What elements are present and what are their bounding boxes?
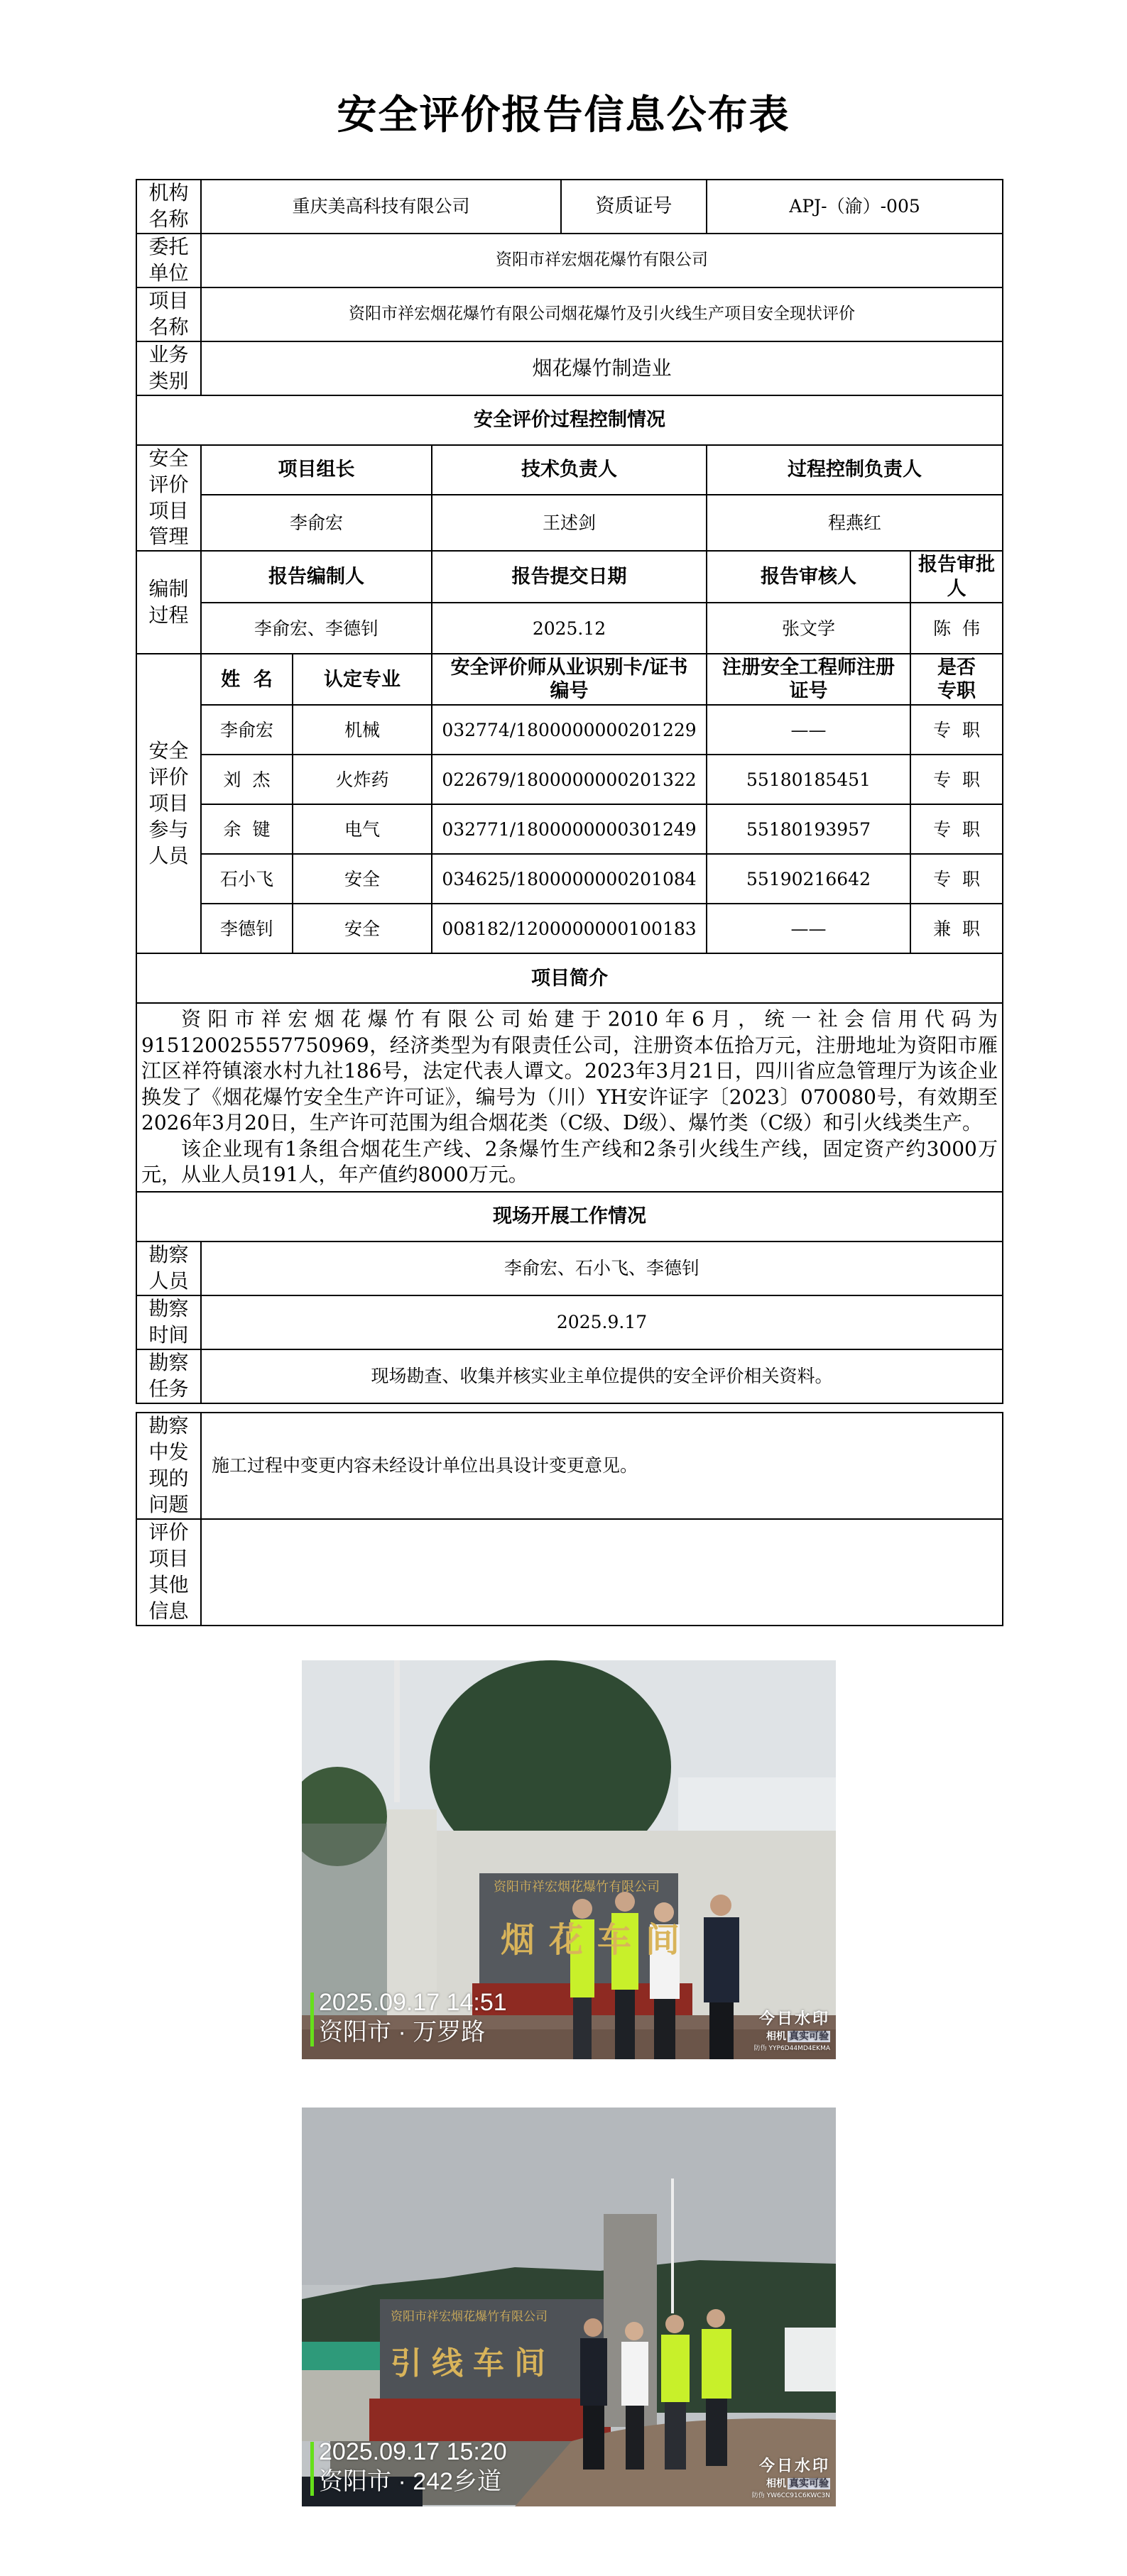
photo-timestamp-overlay <box>319 1988 507 2048</box>
person-reg: 55180185451 <box>707 755 910 804</box>
person-specialty: 火炸药 <box>293 755 432 804</box>
person-fulltime: 专 职 <box>910 804 1003 854</box>
compile-header: 报告审核人 <box>707 551 910 603</box>
mgmt-value: 程燕红 <box>707 495 1003 551</box>
intro-heading: 项目简介 <box>136 953 1003 1003</box>
person-cert: 008182/1200000000100183 <box>432 904 707 953</box>
business-value: 烟花爆竹制造业 <box>201 341 1003 395</box>
time-value: 2025.9.17 <box>201 1295 1003 1349</box>
person-figure <box>611 1892 638 2059</box>
photo-timestamp-overlay <box>319 2438 507 2497</box>
person-name: 余 键 <box>201 804 293 854</box>
fieldwork-heading: 现场开展工作情况 <box>136 1192 1003 1242</box>
photo-location: 资阳市 · 万罗路 <box>319 2019 486 2046</box>
personnel-header: 认定专业 <box>293 654 432 705</box>
other-label: 评价项目其他信息 <box>136 1519 201 1626</box>
page-title: 安全评价报告信息公布表 <box>337 92 790 138</box>
timestamp-bar <box>310 1993 314 2046</box>
person-name: 刘 杰 <box>201 755 293 804</box>
compile-header: 报告编制人 <box>201 551 432 603</box>
person-cert: 032771/1800000000301249 <box>432 804 707 854</box>
person-figure <box>580 2318 607 2470</box>
staff-value: 李俞宏、石小飞、李德钊 <box>201 1242 1003 1295</box>
person-cert: 032774/1800000000201229 <box>432 705 707 755</box>
watermark-verified: 真实可验 <box>789 2478 829 2489</box>
photo-watermark <box>752 2454 830 2499</box>
issues-value: 施工过程中变更内容未经设计单位出具设计变更意见。 <box>201 1413 1003 1519</box>
time-label: 勘察时间 <box>136 1295 201 1349</box>
person-fulltime: 专 职 <box>910 755 1003 804</box>
compile-value: 李俞宏、李德钊 <box>201 603 432 654</box>
person-fulltime: 专 职 <box>910 705 1003 755</box>
person-specialty: 电气 <box>293 804 432 854</box>
person-reg: 55190216642 <box>707 854 910 904</box>
person-reg: —— <box>707 705 910 755</box>
task-value: 现场勘查、收集并核实业主单位提供的安全评价相关资料。 <box>201 1349 1003 1403</box>
task-label: 勘察任务 <box>136 1349 201 1403</box>
mgmt-header: 技术负责人 <box>432 445 707 495</box>
personnel-header: 安全评价师从业识别卡/证书编号 <box>432 654 707 705</box>
person-cert: 022679/1800000000201322 <box>432 755 707 804</box>
person-cert: 034625/1800000000201084 <box>432 854 707 904</box>
table-row <box>136 854 1003 904</box>
watermark-code: 防伪 YYP6D44MD4EKMA <box>753 2045 830 2052</box>
person-specialty: 安全 <box>293 854 432 904</box>
compile-value: 陈 伟 <box>910 603 1003 654</box>
project-label: 项目名称 <box>136 287 201 341</box>
sign-title-text: 引线车间 <box>391 2345 555 2382</box>
photo-location: 资阳市 · 242乡道 <box>319 2468 501 2495</box>
intro-paragraph: 资阳市祥宏烟花爆竹有限公司始建于2010年6月，统一社会信用代码为915120025557750969，经济类型为有限责任公司，注册资本伍拾万元，注册地址为资阳市雁江区祥符镇滚水村九社186号，法定代表人谭文。2023年3月21日，四川省应急管理厅为该企业换发了《烟花爆竹安全生产许可证》，编号为（川）YH安许证字〔2023〕070080号，有效期至2026年3月20日，生产许可范围为组合烟花类（C级、D级）、爆竹类（C级）和引火线类生产。 <box>141 1007 998 1135</box>
project-value: 资阳市祥宏烟花爆竹有限公司烟花爆竹及引火线生产项目安全现状评价 <box>201 287 1003 341</box>
mgmt-label: 安全评价项目管理 <box>136 445 201 552</box>
org-value: 重庆美高科技有限公司 <box>201 180 561 234</box>
watermark-camera: 相机 <box>766 2478 786 2489</box>
person-reg: 55180193957 <box>707 804 910 854</box>
compile-value: 张文学 <box>707 603 910 654</box>
mgmt-value: 李俞宏 <box>201 495 432 551</box>
photo-watermark <box>754 2007 830 2052</box>
person-specialty: 机械 <box>293 705 432 755</box>
mgmt-header: 过程控制负责人 <box>707 445 1003 495</box>
sign-company-text: 资阳市祥宏烟花爆竹有限公司 <box>494 1880 660 1895</box>
person-figure <box>661 2315 690 2470</box>
personnel-header: 注册安全工程师注册证号 <box>707 654 910 705</box>
org-label: 机构名称 <box>136 180 201 234</box>
watermark-verified: 真实可验 <box>789 2031 829 2042</box>
person-figure <box>702 2309 731 2466</box>
table-row <box>136 804 1003 854</box>
person-specialty: 安全 <box>293 904 432 953</box>
site-photo <box>302 1660 836 2059</box>
compile-label: 编制过程 <box>136 551 201 654</box>
photo-timestamp: 2025.09.17 14:51 <box>319 1989 507 2016</box>
person-fulltime: 兼 职 <box>910 904 1003 953</box>
person-reg: —— <box>707 904 910 953</box>
staff-label: 勘察人员 <box>136 1242 201 1295</box>
client-label: 委托单位 <box>136 234 201 287</box>
timestamp-bar <box>310 2442 314 2496</box>
compile-header: 报告提交日期 <box>432 551 707 603</box>
personnel-label: 安全评价项目参与人员 <box>136 654 201 953</box>
site-photo <box>302 2108 836 2506</box>
personnel-header: 是否专职 <box>910 654 1003 705</box>
business-label: 业务类别 <box>136 341 201 395</box>
findings-table <box>136 1412 1003 1626</box>
mgmt-value: 王述剑 <box>432 495 707 551</box>
table-row <box>136 705 1003 755</box>
intro-paragraph: 该企业现有1条组合烟花生产线、2条爆竹生产线和2条引火线生产线，固定资产约3000万元，从业人员191人，年产值约8000万元。 <box>141 1136 998 1187</box>
cert-label: 资质证号 <box>561 180 707 234</box>
compile-value: 2025.12 <box>432 603 707 654</box>
client-value: 资阳市祥宏烟花爆竹有限公司 <box>201 234 1003 287</box>
photo-timestamp: 2025.09.17 15:20 <box>319 2438 507 2465</box>
person-name: 李俞宏 <box>201 705 293 755</box>
watermark-brand: 今日水印 <box>758 2010 830 2028</box>
info-table <box>136 179 1003 1404</box>
watermark-code: 防伪 YW6CC91C6KWC3N <box>751 2492 830 2499</box>
personnel-header: 姓 名 <box>201 654 293 705</box>
watermark-brand: 今日水印 <box>758 2457 830 2475</box>
issues-label: 勘察中发现的问题 <box>136 1413 201 1519</box>
other-value <box>201 1519 1003 1626</box>
cert-value: APJ-（渝）-005 <box>707 180 1003 234</box>
mgmt-header: 项目组长 <box>201 445 432 495</box>
sign-company-text: 资阳市祥宏烟花爆竹有限公司 <box>391 2310 548 2324</box>
person-name: 李德钊 <box>201 904 293 953</box>
table-row <box>136 904 1003 953</box>
process-control-heading: 安全评价过程控制情况 <box>136 395 1003 445</box>
person-name: 石小飞 <box>201 854 293 904</box>
table-row <box>136 755 1003 804</box>
sign-title-text: 烟花车间 <box>501 1920 695 1960</box>
compile-header: 报告审批人 <box>910 551 1003 603</box>
watermark-camera: 相机 <box>766 2031 786 2042</box>
person-fulltime: 专 职 <box>910 854 1003 904</box>
intro-body <box>136 1003 1003 1192</box>
